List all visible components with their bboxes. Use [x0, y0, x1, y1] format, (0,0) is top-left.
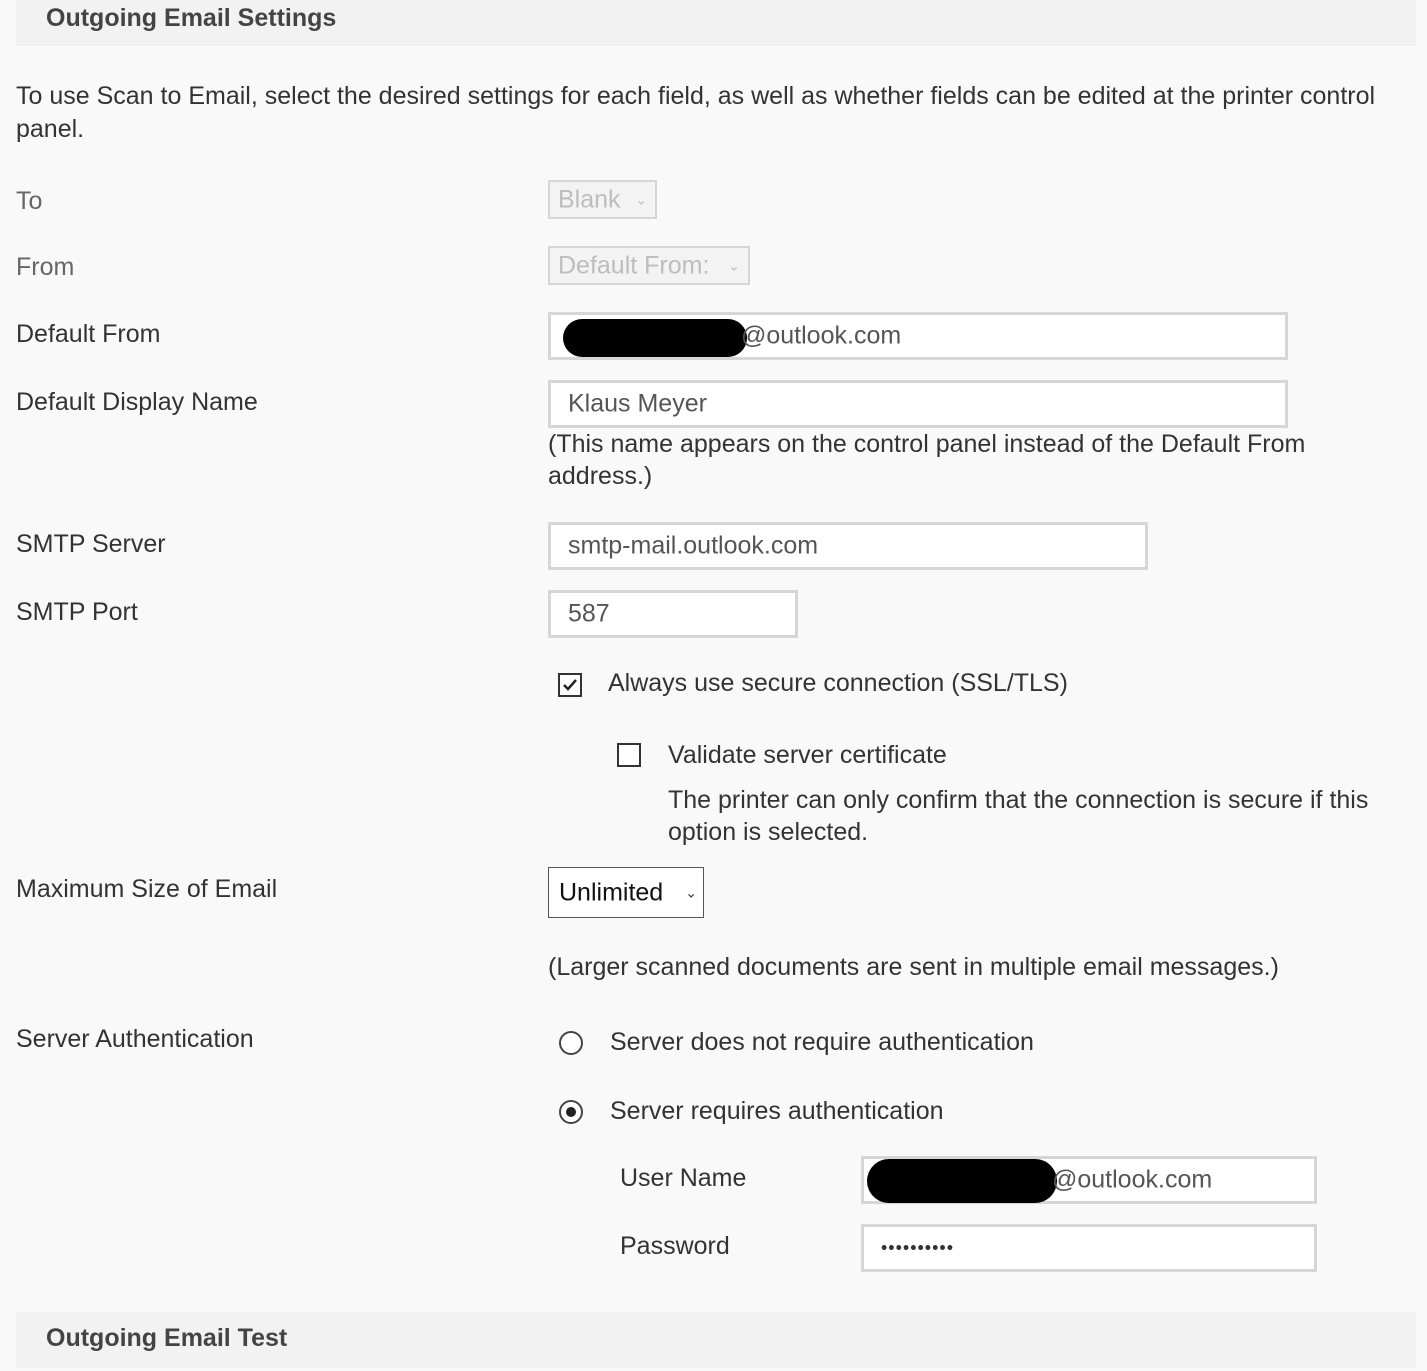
chevron-down-icon: ⌄	[685, 884, 697, 900]
no-auth-label: Server does not require authentication	[610, 1028, 1034, 1056]
chevron-down-icon: ⌄	[635, 191, 647, 207]
smtp-port-input[interactable]	[548, 590, 798, 638]
password-label: Password	[620, 1232, 730, 1260]
smtp-port-value: 587	[568, 599, 610, 628]
max-size-value: Unlimited	[559, 878, 664, 906]
to-select-value: Blank	[558, 185, 621, 213]
requires-auth-radio[interactable]	[559, 1100, 583, 1124]
display-name-value: Klaus Meyer	[568, 389, 707, 418]
redaction-mark	[867, 1159, 1057, 1203]
intro-text: To use Scan to Email, select the desired settings for each field, as well as whether fields can be edited at the printer control panel.	[16, 82, 1376, 143]
max-size-select[interactable]	[548, 867, 704, 918]
checkmark-icon	[561, 676, 579, 694]
requires-auth-label: Server requires authentication	[610, 1097, 944, 1125]
max-size-help: (Larger scanned documents are sent in multiple email messages.)	[548, 953, 1279, 981]
secure-connection-label: Always use secure connection (SSL/TLS)	[608, 669, 1068, 697]
default-from-value: @outlook.com	[741, 321, 902, 350]
default-from-input[interactable]	[548, 312, 1288, 360]
user-name-value: @outlook.com	[1052, 1165, 1213, 1194]
password-value: ••••••••••	[881, 1237, 955, 1258]
to-label: To	[16, 187, 43, 215]
smtp-server-label: SMTP Server	[16, 530, 166, 558]
smtp-port-label: SMTP Port	[16, 598, 138, 626]
validate-certificate-label: Validate server certificate	[668, 741, 947, 769]
redaction-mark	[563, 319, 747, 357]
secure-connection-checkbox[interactable]	[558, 673, 582, 697]
display-name-label: Default Display Name	[16, 388, 258, 416]
max-size-label: Maximum Size of Email	[16, 875, 278, 903]
default-from-label: Default From	[16, 320, 161, 348]
radio-selected-dot	[566, 1107, 576, 1117]
smtp-server-value: smtp-mail.outlook.com	[568, 531, 819, 560]
password-input[interactable]	[861, 1224, 1317, 1272]
to-select[interactable]	[548, 180, 657, 219]
display-name-input[interactable]	[548, 380, 1288, 428]
settings-section-title: Outgoing Email Settings	[46, 4, 337, 32]
no-auth-radio[interactable]	[559, 1031, 583, 1055]
user-name-input[interactable]	[861, 1156, 1317, 1204]
settings-section-header	[16, 0, 1416, 46]
test-section-title: Outgoing Email Test	[46, 1324, 288, 1352]
user-name-label: User Name	[620, 1164, 747, 1192]
display-name-help: (This name appears on the control panel instead of the Default From address.)	[548, 430, 1306, 490]
from-select-value: Default From:	[558, 251, 710, 279]
server-auth-label: Server Authentication	[16, 1025, 254, 1053]
test-section-header	[16, 1312, 1416, 1368]
validate-certificate-checkbox[interactable]	[617, 743, 641, 767]
from-select[interactable]	[548, 246, 750, 285]
chevron-down-icon: ⌄	[728, 257, 740, 273]
validate-certificate-help: The printer can only confirm that the connection is secure if this option is selected.	[668, 786, 1369, 846]
smtp-server-input[interactable]	[548, 522, 1148, 570]
from-label: From	[16, 253, 75, 281]
